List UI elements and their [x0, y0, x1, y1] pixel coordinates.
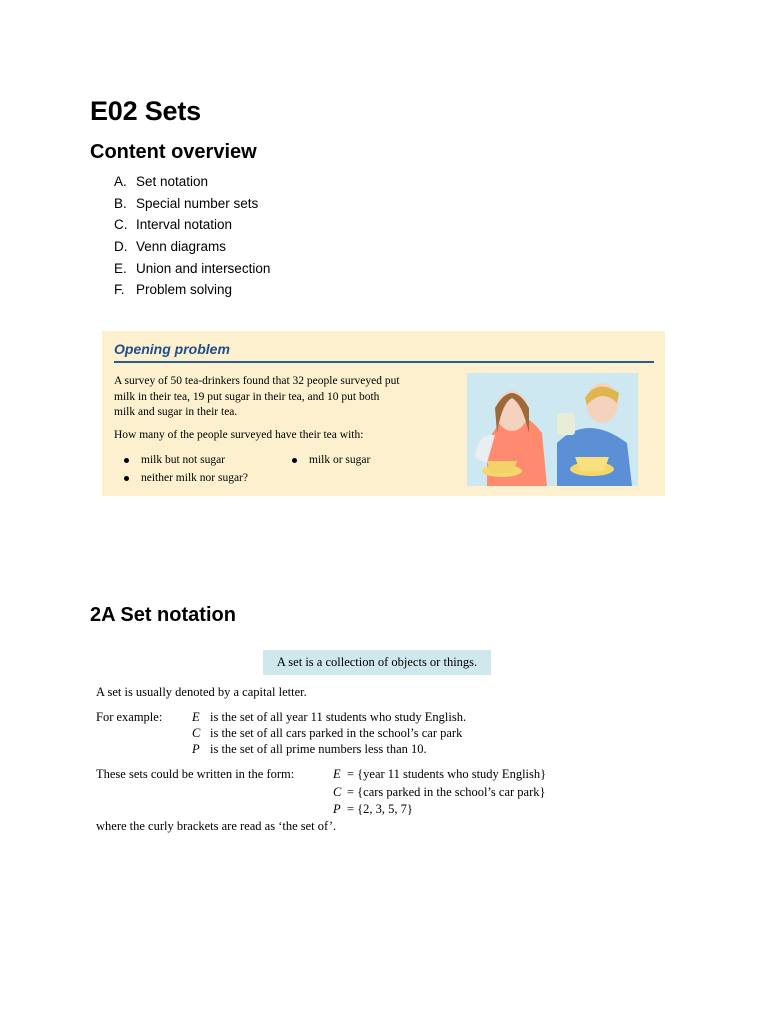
- form-symbol: C: [333, 785, 342, 799]
- content-overview-list: [114, 172, 270, 302]
- form-text: = {year 11 students who study English}: [347, 767, 547, 781]
- opening-problem-title: Opening problem: [114, 341, 230, 357]
- opening-problem-box: [102, 331, 665, 496]
- example-text: is the set of all prime numbers less than 10.: [210, 742, 427, 756]
- example-text: is the set of all cars parked in the school’s car park: [210, 726, 463, 740]
- intro-text: A set is usually denoted by a capital letter.: [96, 685, 307, 699]
- opening-problem-question: How many of the people surveyed have their tea with:: [114, 429, 364, 441]
- divider: [114, 361, 654, 363]
- bullet-list-right: [292, 451, 370, 469]
- list-item: milk or sugar: [292, 451, 370, 469]
- list-item: E. Union and intersection: [114, 260, 271, 276]
- example-symbol: E: [192, 710, 200, 724]
- form-symbol: P: [333, 802, 341, 816]
- list-item: C. Interval notation: [114, 217, 233, 233]
- bullet-list-left: [124, 451, 248, 487]
- form-symbol: E: [333, 767, 341, 781]
- example-label: For example:: [96, 710, 163, 724]
- form-text: = {2, 3, 5, 7}: [347, 802, 413, 816]
- form-label: These sets could be written in the form:: [96, 767, 295, 781]
- list-item: F. Problem solving: [114, 282, 233, 298]
- example-symbol: C: [192, 726, 201, 740]
- content-overview-heading: Content overview: [90, 141, 257, 163]
- example-symbol: P: [192, 742, 200, 756]
- list-item: milk but not sugar: [124, 451, 248, 469]
- opening-problem-text: A survey of 50 tea-drinkers found that 32 people surveyed put milk in their tea, 19 put sugar in their tea, and 10 put both milk and sugar in their tea.: [114, 375, 400, 418]
- list-item: D. Venn diagrams: [114, 239, 227, 255]
- list-item: B. Special number sets: [114, 195, 259, 211]
- list-item: neither milk nor sugar?: [124, 469, 248, 487]
- page-title: E02 Sets: [90, 96, 201, 126]
- definition-box: A set is a collection of objects or things.: [263, 650, 491, 675]
- list-item: A. Set notation: [114, 174, 209, 189]
- section-heading: 2A Set notation: [90, 604, 236, 626]
- tea-drinkers-illustration: [467, 373, 638, 486]
- closing-text: where the curly brackets are read as ‘the set of’.: [96, 819, 337, 833]
- example-text: is the set of all year 11 students who study English.: [210, 710, 467, 724]
- form-text: = {cars parked in the school’s car park}: [347, 785, 546, 799]
